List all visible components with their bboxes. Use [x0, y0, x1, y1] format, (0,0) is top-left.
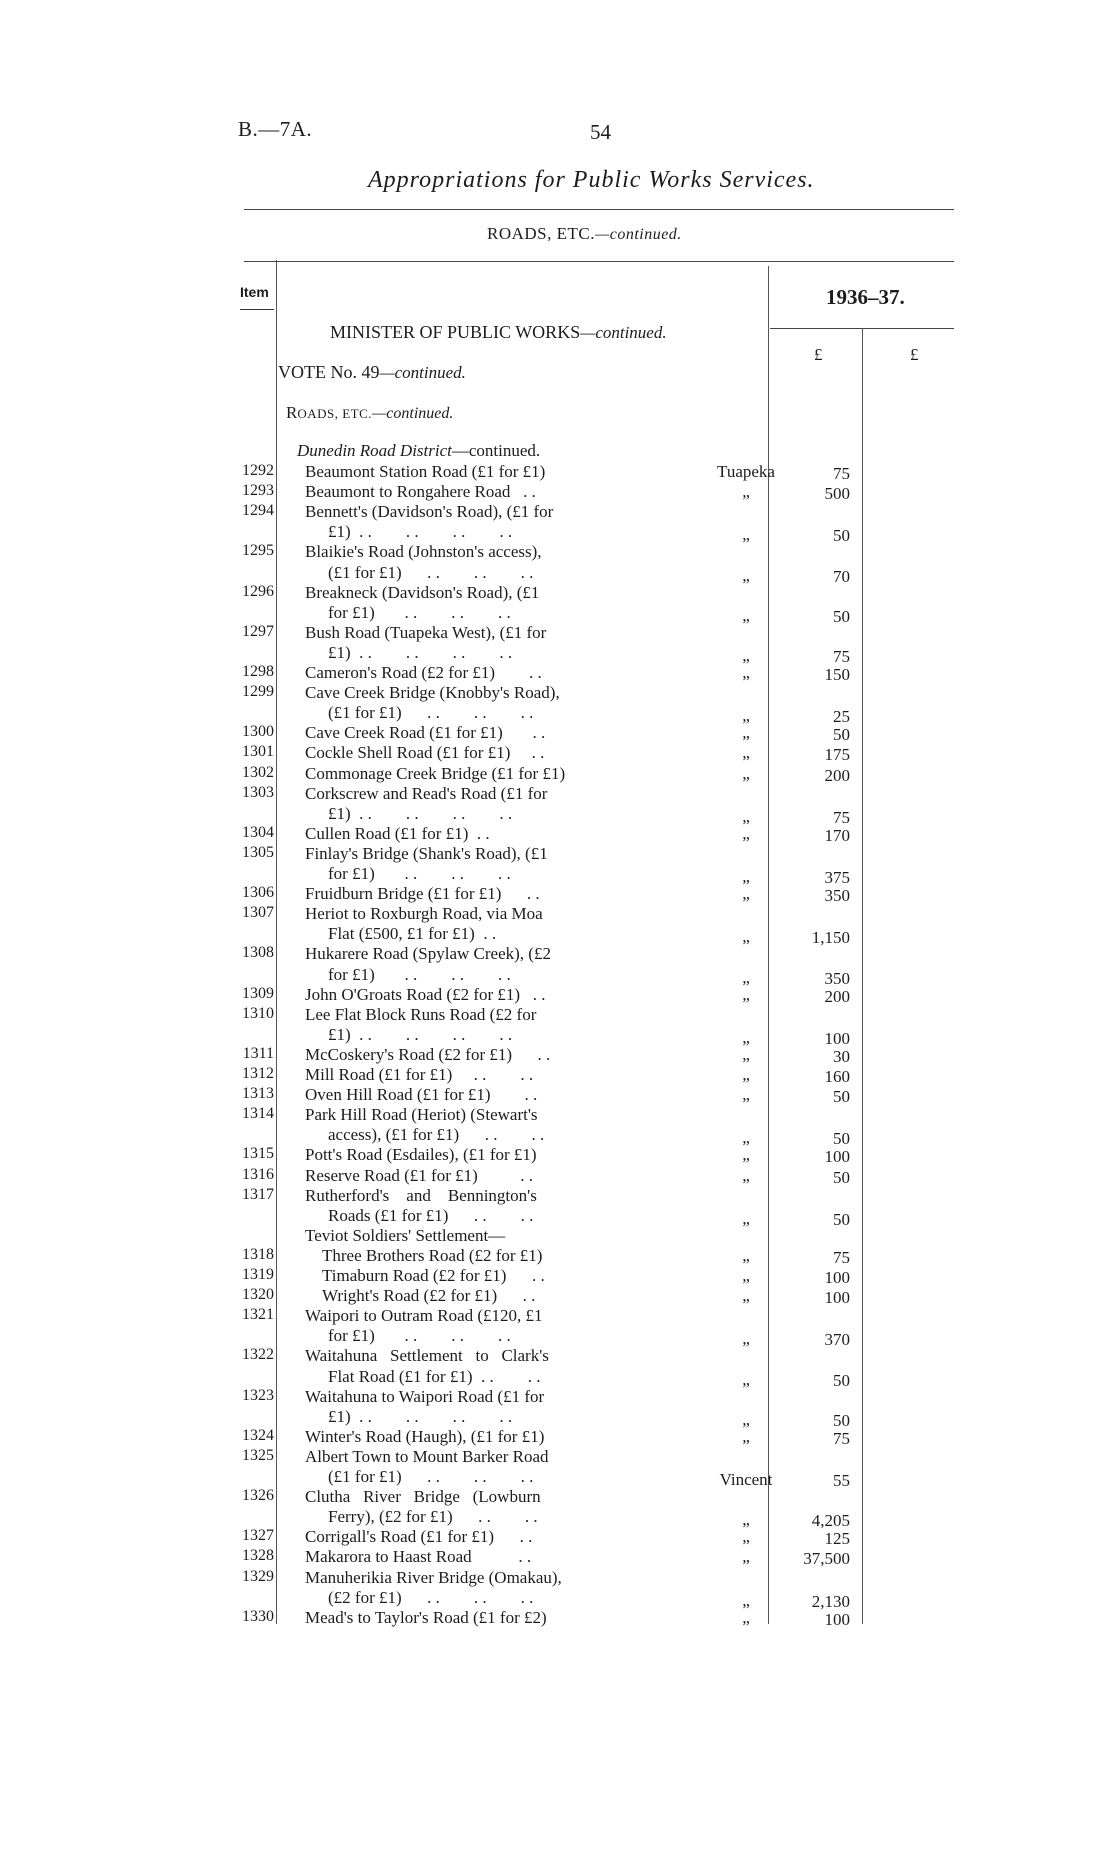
item-number: 1309 — [242, 984, 274, 1002]
district-continued: —continued. — [451, 441, 541, 460]
district-location: „ — [742, 1409, 750, 1429]
amount-value: 100 — [824, 1147, 850, 1167]
district-location: „ — [742, 1329, 750, 1349]
amount-value: 75 — [833, 807, 850, 827]
item-description-continued: £1) . . . . . . . . — [328, 642, 513, 662]
item-description: Finlay's Bridge (Shank's Road), (£1 — [305, 843, 548, 863]
item-description: Waitahuna to Waipori Road (£1 for — [305, 1386, 545, 1406]
item-number: 1324 — [242, 1426, 274, 1444]
item-description: Fruidburn Bridge (£1 for £1) . . — [305, 884, 540, 904]
item-number: 1295 — [242, 542, 274, 560]
district-location: „ — [742, 482, 750, 502]
item-number: 1294 — [242, 502, 274, 520]
item-number: 1321 — [242, 1306, 274, 1324]
item-description-continued: for £1) . . . . . . — [328, 964, 511, 984]
item-number: 1306 — [242, 884, 274, 902]
item-description: Breakneck (Davidson's Road), (£1 — [305, 582, 540, 602]
amount-value: 50 — [833, 526, 850, 546]
item-number: 1314 — [242, 1105, 274, 1123]
item-number: 1323 — [242, 1386, 274, 1404]
amount-value: 50 — [833, 1410, 850, 1430]
item-number: 1308 — [242, 944, 274, 962]
pound-sign-col1: £ — [814, 345, 823, 364]
district-name: Dunedin Road District — [297, 441, 452, 460]
district-location: „ — [742, 806, 750, 826]
district-location: „ — [742, 927, 750, 947]
item-description-continued: Flat (£500, £1 for £1) . . — [328, 924, 497, 944]
item-description: Cave Creek Road (£1 for £1) . . — [305, 723, 546, 743]
item-description: Waipori to Outram Road (£120, £1 — [305, 1306, 543, 1326]
item-number: 1307 — [242, 904, 274, 922]
ministry-heading — [330, 322, 667, 343]
ministry-name: MINISTER OF PUBLIC WORKS — [330, 322, 581, 342]
item-number: 1292 — [242, 462, 274, 479]
amount-value: 75 — [833, 646, 850, 666]
amount-value: 375 — [824, 868, 850, 887]
vote-heading — [278, 362, 466, 383]
item-description: Cameron's Road (£2 for £1) . . — [305, 663, 542, 682]
district-location: „ — [742, 1027, 750, 1047]
ministry-continued: —continued. — [580, 323, 667, 342]
item-header-underline — [240, 309, 274, 310]
item-number: 1301 — [242, 743, 274, 761]
item-description: Waitahuna Settlement to Clark's — [305, 1346, 549, 1366]
district-location: „ — [742, 525, 750, 545]
item-description-continued: Flat Road (£1 for £1) . . . . — [328, 1366, 541, 1386]
amount-value: 75 — [833, 1247, 850, 1267]
amount-value: 100 — [824, 1609, 850, 1629]
item-description-continued: £1) . . . . . . . . — [328, 1024, 513, 1044]
page-title: Appropriations for Public Works Services. — [368, 167, 815, 193]
item-description: Park Hill Road (Heriot) (Stewart's — [305, 1105, 538, 1125]
district-location: „ — [742, 1044, 750, 1064]
item-description: Heriot to Roxburgh Road, via Moa — [305, 904, 543, 924]
amount-value: 125 — [824, 1529, 850, 1549]
item-number: 1316 — [242, 1165, 274, 1183]
item-description: Corkscrew and Read's Road (£1 for — [305, 783, 548, 803]
item-description-continued: £1) . . . . . . . . — [328, 1406, 513, 1426]
amount-value: 100 — [824, 1268, 850, 1287]
item-number: 1299 — [242, 683, 274, 701]
item-description-continued: for £1) . . . . . . — [328, 1326, 511, 1346]
item-description-continued: (£2 for £1) . . . . . . — [328, 1587, 534, 1607]
item-description-continued: £1) . . . . . . . . — [328, 803, 513, 823]
amount-value: 50 — [833, 1087, 850, 1107]
item-number: 1304 — [242, 823, 274, 841]
district-location: „ — [742, 1128, 750, 1148]
item-description-continued: for £1) . . . . . . — [328, 864, 511, 883]
item-description: Teviot Soldiers' Settlement— — [305, 1225, 506, 1245]
amount-value: 50 — [833, 1129, 850, 1149]
item-description: Oven Hill Road (£1 for £1) . . — [305, 1085, 538, 1105]
item-number: 1312 — [242, 1065, 274, 1082]
district-location: „ — [742, 1590, 750, 1610]
amount-value: 1,150 — [811, 928, 850, 948]
section-subtitle — [487, 224, 682, 244]
amount-value: 50 — [833, 1209, 850, 1229]
item-description: Blaikie's Road (Johnston's access), — [305, 542, 542, 562]
item-description: Wright's Road (£2 for £1) . . — [322, 1286, 536, 1306]
amount-value: 30 — [833, 1046, 850, 1066]
item-description: Bush Road (Tuapeka West), (£1 for — [305, 622, 547, 642]
item-number: 1300 — [242, 723, 274, 741]
amount-value: 350 — [824, 968, 850, 988]
district-location: „ — [742, 1426, 750, 1446]
amount-value: 350 — [824, 886, 850, 906]
district-location: Tuapeka — [717, 462, 775, 481]
item-number: 1325 — [242, 1446, 274, 1464]
item-number: 1302 — [242, 763, 274, 781]
amount-value: 150 — [824, 665, 850, 684]
item-number: 1319 — [242, 1266, 274, 1283]
item-description: McCoskery's Road (£2 for £1) . . — [305, 1044, 551, 1064]
item-description-continued: Roads (£1 for £1) . . . . — [328, 1205, 534, 1225]
item-description: Hukarere Road (Spylaw Creek), (£2 — [305, 944, 551, 964]
subtitle-continued: —continued. — [594, 226, 682, 243]
district-location: „ — [742, 743, 750, 763]
amount-value: 50 — [833, 725, 850, 745]
title-rule — [244, 209, 954, 210]
district-location: „ — [742, 605, 750, 625]
item-description: Pott's Road (Esdailes), (£1 for £1) — [305, 1145, 537, 1165]
district-location: „ — [742, 1245, 750, 1265]
amount-value: 50 — [833, 1167, 850, 1187]
amount-value: 200 — [824, 765, 850, 785]
vote-continued: —continued. — [379, 363, 466, 382]
table-top-rule — [244, 261, 954, 262]
amount-value: 170 — [824, 825, 850, 845]
amount-value: 4,205 — [811, 1511, 850, 1531]
district-location: „ — [742, 1085, 750, 1105]
amount-value: 55 — [833, 1471, 850, 1490]
district-location: „ — [742, 1145, 750, 1165]
item-description: Mill Road (£1 for £1) . . . . — [305, 1065, 534, 1084]
roads-initial: R — [286, 403, 298, 422]
item-description: Beaumont to Rongahere Road . . — [305, 482, 536, 502]
item-description: Reserve Road (£1 for £1) . . — [305, 1165, 534, 1185]
district-location: „ — [742, 763, 750, 783]
district-location: „ — [742, 1527, 750, 1547]
amount-value: 500 — [824, 484, 850, 504]
district-location: „ — [742, 1547, 750, 1567]
item-description: Cockle Shell Road (£1 for £1) . . — [305, 743, 545, 763]
item-number: 1329 — [242, 1567, 274, 1585]
subtitle-text: ROADS, ETC. — [487, 224, 595, 243]
item-description: Rutherford's and Bennington's — [305, 1185, 537, 1205]
item-number: 1298 — [242, 663, 274, 680]
item-number: 1318 — [242, 1245, 274, 1263]
district-location: „ — [742, 967, 750, 987]
district-location: „ — [742, 706, 750, 726]
item-description: Albert Town to Mount Barker Road — [305, 1446, 549, 1466]
year-column-header: 1936–37. — [826, 285, 905, 309]
district-location: „ — [742, 884, 750, 904]
amount-value: 200 — [824, 986, 850, 1006]
item-description: Cullen Road (£1 for £1) . . — [305, 823, 490, 843]
district-location: Vincent — [719, 1470, 773, 1489]
item-description: Manuherikia River Bridge (Omakau), — [305, 1567, 562, 1587]
amount-value: 160 — [824, 1067, 850, 1086]
item-description: Beaumont Station Road (£1 for £1) — [305, 462, 546, 481]
district-location: „ — [742, 1369, 750, 1389]
roads-rest: OADS, ETC. — [297, 406, 373, 421]
amount-value: 2,130 — [811, 1591, 850, 1611]
amount-value: 75 — [833, 1428, 850, 1448]
item-number: 1303 — [242, 783, 274, 801]
item-number: 1327 — [242, 1527, 274, 1545]
item-description-continued: (£1 for £1) . . . . . . — [328, 1467, 534, 1486]
item-number: 1313 — [242, 1085, 274, 1103]
item-number: 1317 — [242, 1185, 274, 1203]
item-description: Winter's Road (Haugh), (£1 for £1) — [305, 1426, 545, 1446]
pound-sign-col2: £ — [910, 345, 919, 364]
item-number: 1322 — [242, 1346, 274, 1364]
district-location: „ — [742, 1208, 750, 1228]
item-column-header: Item — [240, 284, 269, 300]
item-number: 1305 — [242, 843, 274, 861]
item-description-continued: Ferry), (£2 for £1) . . . . — [328, 1507, 538, 1527]
amount-value: 50 — [833, 606, 850, 626]
item-description: Clutha River Bridge (Lowburn — [305, 1487, 541, 1507]
district-location: „ — [742, 867, 750, 886]
item-number: 1326 — [242, 1487, 274, 1505]
amount-value: 25 — [833, 707, 850, 727]
district-location: „ — [742, 723, 750, 743]
amount-value: 50 — [833, 1370, 850, 1390]
amount-value: 370 — [824, 1330, 850, 1350]
district-location: „ — [742, 645, 750, 665]
item-number: 1330 — [242, 1607, 274, 1625]
amount-column-rule — [862, 328, 863, 1624]
item-description-continued: for £1) . . . . . . — [328, 602, 511, 622]
vote-number: VOTE No. 49 — [278, 362, 380, 382]
amount-value: 75 — [833, 464, 850, 483]
amount-value: 175 — [824, 745, 850, 765]
roads-continued: —continued. — [372, 405, 454, 422]
item-description: Makarora to Haast Road . . — [305, 1547, 532, 1567]
district-location: „ — [742, 984, 750, 1004]
item-description: Mead's to Taylor's Road (£1 for £2) — [305, 1607, 547, 1627]
item-description: Timaburn Road (£2 for £1) . . — [322, 1266, 545, 1285]
item-description-continued: access), (£1 for £1) . . . . — [328, 1125, 545, 1145]
item-description-continued: (£1 for £1) . . . . . . — [328, 703, 534, 723]
item-number: 1311 — [242, 1044, 274, 1062]
district-location: „ — [742, 1510, 750, 1530]
item-number: 1296 — [242, 582, 274, 600]
item-description: Cave Creek Bridge (Knobby's Road), — [305, 683, 560, 703]
item-number: 1315 — [242, 1145, 274, 1163]
item-description-continued: £1) . . . . . . . . — [328, 522, 513, 542]
item-column-rule — [276, 260, 277, 1624]
district-location: „ — [742, 823, 750, 843]
district-location: „ — [742, 663, 750, 682]
amount-value: 100 — [824, 1288, 850, 1308]
roads-heading — [286, 403, 453, 423]
item-number: 1297 — [242, 622, 274, 640]
item-description-continued: (£1 for £1) . . . . . . — [328, 562, 534, 582]
district-location: „ — [742, 1607, 750, 1627]
item-number: 1293 — [242, 482, 274, 500]
amount-value: 70 — [833, 566, 850, 586]
item-description: John O'Groats Road (£2 for £1) . . — [305, 984, 546, 1004]
district-location: „ — [742, 565, 750, 585]
item-description: Bennett's (Davidson's Road), (£1 for — [305, 502, 554, 522]
item-number: 1328 — [242, 1547, 274, 1565]
amount-value: 100 — [824, 1028, 850, 1048]
district-location: „ — [742, 1065, 750, 1084]
item-description: Corrigall's Road (£1 for £1) . . — [305, 1527, 533, 1547]
document-reference: B.—7A. — [238, 117, 313, 141]
amount-value: 37,500 — [803, 1549, 850, 1569]
item-number: 1320 — [242, 1286, 274, 1304]
item-description: Three Brothers Road (£2 for £1) — [322, 1245, 543, 1265]
page-number: 54 — [590, 120, 611, 144]
district-location: „ — [742, 1266, 750, 1285]
district-heading — [297, 441, 540, 461]
item-number: 1310 — [242, 1004, 274, 1022]
item-description: Commonage Creek Bridge (£1 for £1) — [305, 763, 566, 783]
district-location: „ — [742, 1286, 750, 1306]
district-location: „ — [742, 1165, 750, 1185]
item-description: Lee Flat Block Runs Road (£2 for — [305, 1004, 537, 1024]
